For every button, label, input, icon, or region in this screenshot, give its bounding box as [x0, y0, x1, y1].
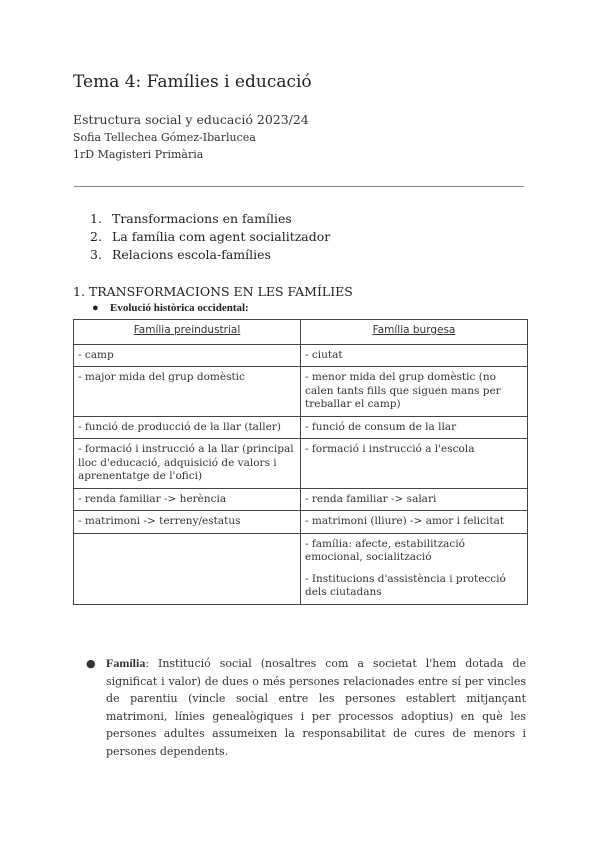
subheading — [92, 302, 249, 314]
section-heading: 1. TRANSFORMACIONS EN LES FAMÍLIES — [73, 284, 353, 299]
cell-paragraph: - Institucions d'assistència i protecció dels ciutadans — [305, 572, 506, 598]
cell-paragraph: - família: afecte, estabilització emocional, socialització — [305, 537, 465, 563]
subheading-text: Evolució històrica occidental — [110, 302, 246, 314]
cell-spacer — [305, 565, 523, 573]
table-cell: - renda familiar -> herència — [74, 488, 301, 511]
toc-number: 1. — [90, 211, 102, 226]
table-cell: - matrimoni -> terreny/estatus — [74, 511, 301, 534]
horizontal-divider — [74, 186, 524, 187]
subheading-suffix: : — [245, 302, 249, 314]
toc-number: 3. — [90, 247, 102, 262]
toc-label: Relacions escola-famílies — [111, 247, 271, 262]
bullet-icon: ● — [86, 657, 96, 670]
table-cell — [301, 533, 528, 604]
definition-block — [86, 655, 526, 760]
table-cell: - funció de producció de la llar (taller) — [74, 416, 301, 439]
table-row — [74, 439, 528, 489]
table-cell: - funció de consum de la llar — [301, 416, 528, 439]
table-row — [74, 416, 528, 439]
definition-paragraph — [106, 655, 526, 760]
table-row — [74, 344, 528, 367]
table-row — [74, 367, 528, 417]
group-name: 1rD Magisteri Primària — [73, 148, 204, 161]
definition-text: : Institució social (nosaltres com a societat l'hem dotada de significat i valor) de dues o més persones relacionades entre sí per vincles de parentiu (vincle social entre les persones establert mitjançant matrimoni, línies genealògiques i per processos adoptius) en què les persones adultes assumeixen la responsabilitat de cures de menors i persones dependents. — [106, 657, 526, 758]
table-row — [74, 488, 528, 511]
toc-item — [90, 246, 330, 264]
table-row — [74, 511, 528, 534]
page-title: Tema 4: Famílies i educació — [73, 72, 312, 92]
table-cell: - formació i instrucció a la llar (principal lloc d'educació, adquisició de valors i aprenentatge de l'ofici) — [74, 439, 301, 489]
table-cell: - matrimoni (lliure) -> amor i felicitat — [301, 511, 528, 534]
table-cell: - camp — [74, 344, 301, 367]
bullet-icon: ● — [92, 302, 99, 314]
author-name: Sofia Tellechea Gómez-Ibarlucea — [73, 131, 256, 144]
toc-item — [90, 210, 330, 228]
column-header: Família burgesa — [301, 320, 528, 345]
table-header-row — [74, 320, 528, 345]
toc-item — [90, 228, 330, 246]
table-row — [74, 533, 528, 604]
comparison-table — [73, 319, 528, 605]
toc-label: La família com agent socialitzador — [111, 229, 331, 244]
table-cell: - ciutat — [301, 344, 528, 367]
table-cell-empty — [74, 533, 301, 604]
course-name: Estructura social y educació 2023/24 — [73, 112, 309, 127]
table-cell: - formació i instrucció a l'escola — [301, 439, 528, 489]
toc-number: 2. — [90, 229, 102, 244]
definition-term: Família — [106, 656, 146, 670]
table-cell: - menor mida del grup domèstic (no calen tants fills que siguen mans per treballar el camp) — [301, 367, 528, 417]
toc-label: Transformacions en famílies — [111, 211, 292, 226]
table-cell: - renda familiar -> salari — [301, 488, 528, 511]
column-header: Família preindustrial — [74, 320, 301, 345]
table-cell: - major mida del grup domèstic — [74, 367, 301, 417]
table-of-contents — [90, 210, 330, 264]
